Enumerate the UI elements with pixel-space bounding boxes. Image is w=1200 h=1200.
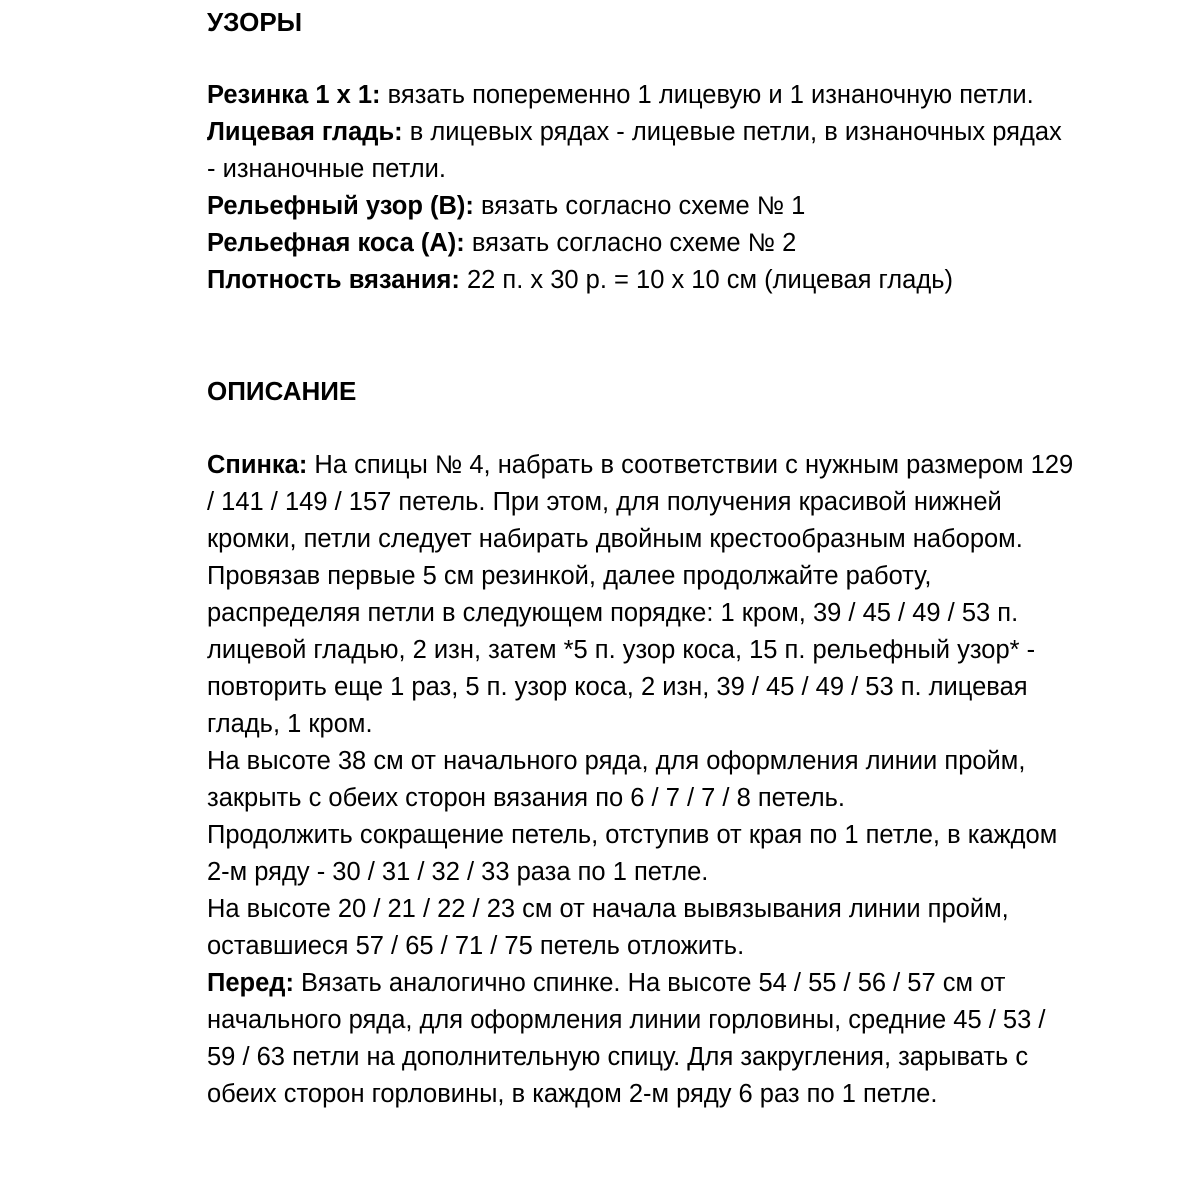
description-paragraph: Продолжить сокращение петель, отступив от края по 1 петле, в каждом 2-м ряду - 30 / 31 / 32 / 33 раза по 1 петле. xyxy=(207,821,1058,886)
back-term: Спинка: xyxy=(207,451,308,479)
pattern-stockinette xyxy=(207,114,1077,188)
back-text: На спицы № 4, набрать в соответствии с нужным размером 129 / 141 / 149 / 157 петель. При этом, для получения красивой нижней кромки, петли следует набирать двойным крестообразным набором. xyxy=(207,451,1074,553)
pattern-text: вязать согласно схеме № 2 xyxy=(464,229,797,257)
description-paragraph: На высоте 20 / 21 / 22 / 23 см от начала вывязывания линии пройм, оставшиеся 57 / 65 / 71 / 75 петель отложить. xyxy=(207,895,1009,960)
pattern-term: Плотность вязания: xyxy=(207,266,460,294)
pattern-cable xyxy=(207,225,1077,262)
pattern-rib xyxy=(207,77,1077,114)
pattern-text: вязать попеременно 1 лицевую и 1 изнаночную петли. xyxy=(380,81,1034,109)
patterns-list xyxy=(207,77,1077,299)
patterns-heading: УЗОРЫ xyxy=(207,7,303,37)
pattern-term: Резинка 1 х 1: xyxy=(207,81,381,109)
pattern-text: вязать согласно схеме № 1 xyxy=(473,192,806,220)
front-text: Вязать аналогично спинке. На высоте 54 / 55 / 56 / 57 см от начального ряда, для оформления линии горловины, средние 45 / 53 / 59 / 63 петли на дополнительную спицу. Для закругления, зарывать с обеих сторон горловины, в каждом 2-м ряду 6 раз по 1 петле. xyxy=(207,969,1046,1108)
description-paragraph: На высоте 38 см от начального ряда, для оформления линии пройм, закрыть с обеих сторон вязания по 6 / 7 / 7 / 8 петель. xyxy=(207,747,1026,812)
description-paragraph: Провязав первые 5 см резинкой, далее продолжайте работу, распределяя петли в следующем порядке: 1 кром, 39 / 45 / 49 / 53 п. лицевой гладью, 2 изн, затем *5 п. узор коса, 15 п. рельефный узор* - повторить еще 1 раз, 5 п. узор коса, 2 изн, 39 / 45 / 49 / 53 п. лицевая гладь, 1 кром. xyxy=(207,562,1036,738)
back-paragraph xyxy=(207,447,1077,558)
pattern-relief xyxy=(207,188,1077,225)
front-paragraph xyxy=(207,965,1077,1113)
description-heading: ОПИСАНИЕ xyxy=(207,376,357,406)
pattern-term: Рельефный узор (В): xyxy=(207,192,474,220)
pattern-text: в лицевых рядах - лицевые петли, в изнаночных рядах - изнаночные петли. xyxy=(207,118,1062,183)
pattern-text: 22 п. х 30 р. = 10 х 10 см (лицевая гладь) xyxy=(459,266,954,294)
front-term: Перед: xyxy=(207,969,294,997)
pattern-term: Рельефная коса (А): xyxy=(207,229,465,257)
pattern-gauge xyxy=(207,262,1077,299)
description-body xyxy=(207,447,1077,1113)
pattern-term: Лицевая гладь: xyxy=(207,118,403,146)
